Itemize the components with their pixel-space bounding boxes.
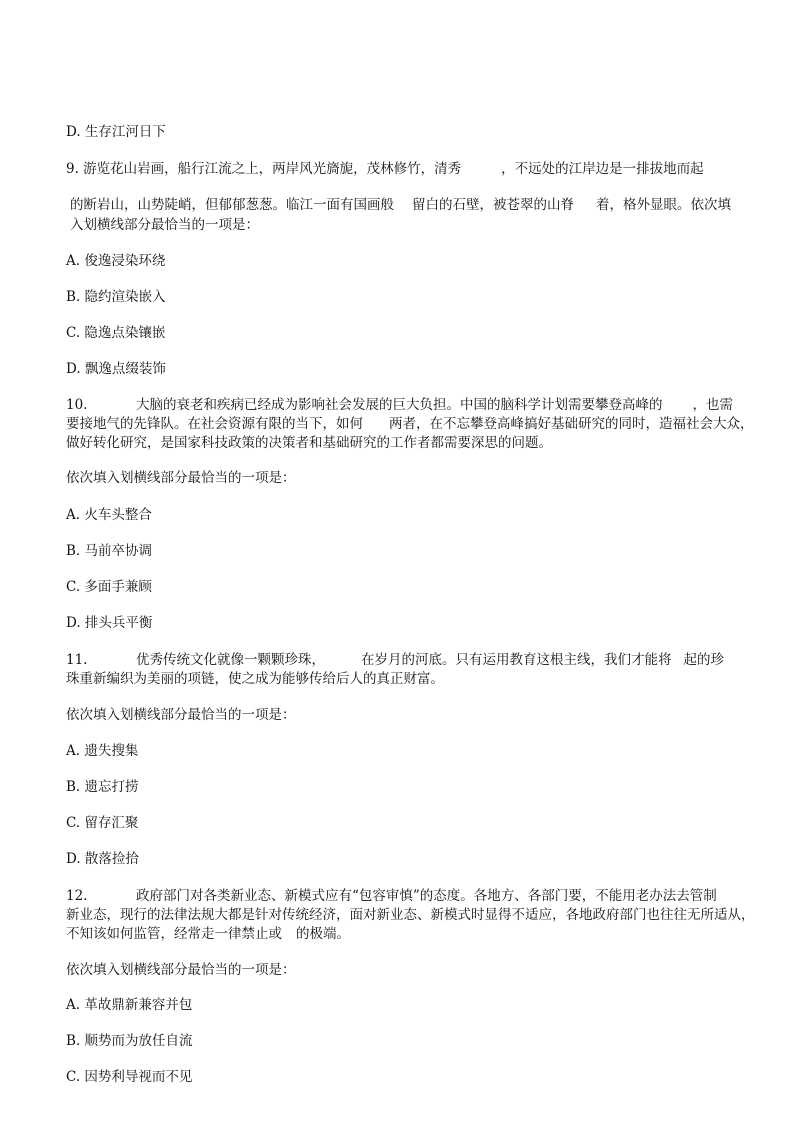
q11-stem-line1a: 优秀传统文化就像一颗颗珍珠， [136,652,325,668]
q10-stem-line2b: 两者，在不忘攀登高峰搞好基础研究的同时，造福社会大众， [389,416,754,432]
q12-option-b[interactable]: B. 顺势而为放任自流 [66,1033,193,1049]
q12-stem-line2: 新业态，现行的法律法规大都是针对传统经济，面对新业态、新模式时显得不适应，各地政府部门也往往无所适从， [66,907,755,923]
q9-stem-line1 [66,159,704,179]
q9-option-c[interactable]: C. 隐逸点染镶嵌 [66,325,166,341]
q8-option-d: D. 生存江河日下 [66,124,166,140]
q10-stem-line2 [66,414,754,434]
q10-stem-line3: 做好转化研究，是国家科技政策的决策者和基础研究的工作者都需要深思的问题。 [66,435,552,451]
q12-stem-line1 [66,886,717,906]
q12-stem-line3b: 的极端。 [296,926,350,942]
q9-stem-line2c: 着，格外显眼。依次填 [596,197,731,213]
q11-stem-line2: 珠重新编织为美丽的项链，使之成为能够传给后人的真正财富。 [66,671,444,687]
q10-number: 10. [66,397,88,413]
q9-stem-line2a: 的断岩山，山势陡峭，但郁郁葱葱。临江一面有国画般 [70,197,394,213]
q11-prompt: 依次填入划横线部分最恰当的一项是： [66,707,296,723]
q11-stem-line1c: 起的珍 [683,652,724,668]
q12-stem-line3 [66,924,350,944]
q11-stem-line1 [66,650,724,670]
q11-option-b[interactable]: B. 遗忘打捞 [66,779,139,795]
q11-number: 11. [66,652,88,668]
q10-option-b[interactable]: B. 马前卒协调 [66,543,153,559]
q10-stem-line1b: ，也需 [692,397,733,413]
q12-stem-line3a: 不知该如何监管，经常走一律禁止或 [66,926,282,942]
q11-option-a[interactable]: A. 遗失搜集 [66,743,139,759]
q9-option-a[interactable]: A. 俊逸浸染环绕 [66,253,166,269]
q9-option-b[interactable]: B. 隐约渲染嵌入 [66,289,166,305]
q9-stem-text: 9. 游览花山岩画，船行江流之上，两岸风光旖旎，茂林修竹，清秀 [66,161,462,177]
q10-stem-line1a: 大脑的衰老和疾病已经成为影响社会发展的巨大负担。中国的脑科学计划需要攀登高峰的 [136,397,663,413]
q12-option-a[interactable]: A. 革故鼎新兼容并包 [66,997,193,1013]
q11-option-d[interactable]: D. 散落捡拾 [66,851,139,867]
q10-option-a[interactable]: A. 火车头整合 [66,507,152,523]
q11-option-c[interactable]: C. 留存汇聚 [66,815,139,831]
q11-stem-line1b: 在岁月的河底。只有运用教育这根主线，我们才能将 [361,652,672,668]
q10-option-c[interactable]: C. 多面手兼顾 [66,579,152,595]
q12-stem-line1a: 政府部门对各类新业态、新模式应有“包容审慎”的态度。各地方、各部门要，不能用老办法去管制 [136,888,717,904]
q10-stem-line2a: 要接地气的先锋队。在社会资源有限的当下，如何 [66,416,363,432]
q12-number: 12. [66,888,88,904]
q10-stem-line1 [66,395,733,415]
q12-prompt: 依次填入划横线部分最恰当的一项是： [66,962,296,978]
q9-stem-tail: ，不远处的江岸边是一排拔地而起 [501,161,704,177]
q10-prompt: 依次填入划横线部分最恰当的一项是： [66,470,296,486]
q10-option-d[interactable]: D. 排头兵平衡 [66,615,153,631]
q9-option-d[interactable]: D. 飘逸点缀装饰 [66,361,166,377]
q9-prompt: 入划横线部分最恰当的一项是： [70,217,259,233]
q9-stem-line2b: 留白的石壁，被苍翠的山脊 [412,197,574,213]
q12-option-c[interactable]: C. 因势利导视而不见 [66,1069,193,1085]
q9-stem-line2 [70,195,731,215]
